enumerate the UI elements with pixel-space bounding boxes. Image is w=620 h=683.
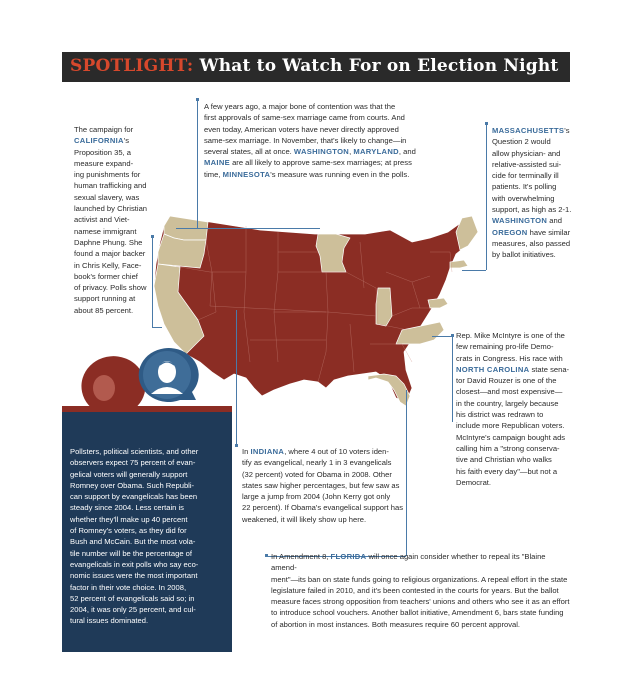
map-maryland (428, 298, 448, 308)
callout-line: factor in their vote choice. In 2008, (70, 582, 187, 592)
leader-dot-florida (265, 554, 268, 557)
callout-line: relative-assisted sui- (492, 159, 562, 169)
callout-line: (32 percent) voted for Obama in 2008. Other (242, 469, 392, 479)
callout-line: Pollsters, political scientists, and other (70, 447, 199, 456)
callout-line: few remaining pro-life Demo- (456, 342, 554, 352)
callout-line: observers expect 75 percent of evan- (70, 458, 196, 468)
callout-line: closest—and most expensive— (456, 387, 563, 397)
spotlight-label: SPOTLIGHT: (70, 56, 194, 76)
callout-line: in Chris Kelly, Face- (74, 260, 142, 270)
callout-line: found a major backer (74, 249, 146, 259)
callout-line: of abortion in most instances. Both measures require 60 percent approval. (271, 619, 521, 629)
leader-line-california-h (152, 327, 162, 328)
callout-florida (271, 551, 571, 630)
callout-line: first approvals of same-sex marriage came from courts. And (204, 113, 405, 123)
leader-line-nc-h (432, 336, 452, 337)
callout-line: McIntyre's campaign bought ads (456, 432, 566, 442)
callout-california (74, 124, 174, 316)
state-name: WASHINGTON (492, 216, 548, 226)
callout-line: ment"—its ban on state funds going to religious organizations. A repeal effort in the state (271, 574, 568, 584)
callout-line: with overwhelming (492, 193, 555, 203)
callout-line: nomic issues were the most important (70, 571, 198, 581)
callout-line: weakened, it will likely show up here. (242, 514, 367, 524)
state-name: FLORIDA (330, 552, 367, 561)
callout-line: NORTH CAROLINA state sena- (456, 364, 570, 374)
callout-line: whether they'll make up 40 percent (70, 514, 188, 524)
callout-line: support running at (74, 294, 136, 304)
blue-speech-bubble-icon (139, 348, 199, 402)
callout-line: of privacy. Polls show (74, 283, 147, 293)
callout-line: OREGON have similar (492, 227, 571, 237)
callout-massachusetts (492, 125, 572, 261)
callout-line: several states, all at once. WASHINGTON, MARYLAND, and (204, 147, 416, 157)
callout-line: crats in Congress. His race with (456, 353, 563, 363)
callout-line: same-sex marriage. In November, that's likely to change—in (204, 135, 407, 145)
callout-line: A few years ago, a major bone of contention was that the (204, 102, 396, 111)
leader-line-nc (452, 336, 453, 422)
leader-line-indiana (236, 310, 237, 446)
title-text: What to Watch For on Election Night (193, 56, 559, 76)
spotlight-header (62, 52, 570, 82)
callout-line: steady since 2004. Less certain is (70, 503, 184, 513)
callout-line: In INDIANA, where 4 out of 10 voters iden- (242, 447, 389, 456)
callout-line: ing punishments for (74, 170, 141, 180)
callout-line: sexual slavery, was (74, 192, 140, 202)
callout-line: MAINE are all likely to approve same-sex marriages; at press (204, 158, 412, 168)
callout-samesex (204, 101, 436, 180)
callout-line: patients. It's polling (492, 182, 557, 192)
callout-line: tural issues dominated. (70, 616, 149, 626)
leader-dot-indiana (235, 444, 238, 447)
callout-line: WASHINGTON and (492, 216, 562, 226)
callout-north-carolina (456, 330, 576, 488)
callout-line: of Romney's voters, as they did for (70, 526, 187, 536)
callout-line: his district was redrawn to (456, 410, 544, 420)
callout-line: Question 2 would (492, 137, 551, 147)
callout-line: cide for terminally ill (492, 171, 559, 181)
callout-line: his faith every day"—but not a (456, 466, 558, 476)
callout-line: tor David Rouzer is one of the (456, 376, 557, 386)
state-name: MAINE (204, 158, 230, 168)
state-name: NORTH CAROLINA (456, 364, 530, 374)
state-name: OREGON (492, 227, 528, 237)
callout-line: evangelicals in exit polls who say eco- (70, 559, 199, 569)
leader-line-massachusetts (486, 124, 487, 270)
callout-line: CALIFORNIA's (74, 136, 130, 146)
callout-line: human trafficking and (74, 181, 147, 191)
callout-line: activist and Viet- (74, 215, 130, 225)
page-title (70, 56, 558, 76)
callout-line: 22 percent). If Obama's evangelical support has (242, 503, 404, 513)
callout-line: Daphne Phung. She (74, 237, 143, 247)
callout-line: tive and Christian who walks (456, 455, 552, 465)
callout-line: allow physician- and (492, 148, 561, 158)
callout-line: Democrat. (456, 477, 492, 487)
callout-line: calling him a "strong conserva- (456, 443, 560, 453)
callout-indiana (242, 446, 412, 525)
leader-line-samesex (197, 100, 198, 228)
callout-line: time, MINNESOTA's measure was running even in the polls. (204, 169, 410, 179)
callout-evangelicals (70, 446, 228, 627)
state-name: MINNESOTA (222, 169, 271, 179)
callout-line: Bush and McCain. But the most vola- (70, 537, 196, 547)
callout-line: launched by Christian (74, 204, 148, 214)
callout-line: The campaign for (74, 125, 134, 134)
callout-line: large a jump from 2004 (John Kerry got only (242, 492, 391, 502)
callout-line: Rep. Mike McIntyre is one of the (456, 331, 565, 340)
leader-dot-nc (451, 334, 454, 337)
callout-line: Proposition 35, a (74, 147, 131, 157)
callout-line: tify as evangelical, nearly 1 in 3 evangelicals (242, 458, 392, 468)
state-name: CALIFORNIA (74, 136, 124, 146)
map-indiana (376, 288, 392, 326)
state-name: MASSACHUSETTS (492, 126, 565, 135)
callout-line: measures, also passed (492, 238, 571, 248)
callout-line: namese immigrant (74, 226, 137, 236)
leader-line-massachusetts-h (462, 270, 486, 271)
callout-line: can support by evangelicals has been (70, 492, 198, 502)
callout-line: MASSACHUSETTS's (492, 126, 570, 135)
callout-line: measure expand- (74, 158, 134, 168)
callout-line: states saw higher percentages, but few saw as (242, 480, 400, 490)
leader-dot-samesex (196, 98, 199, 101)
callout-line: include more Republican voters. (456, 421, 565, 431)
callout-line: in the country, largely because (456, 398, 559, 408)
callout-line: 2004, it was only 25 percent, and cul- (70, 605, 196, 615)
map-maine (456, 216, 478, 250)
leader-dot-massachusetts (485, 122, 488, 125)
callout-line: legislature failed in 2010, and it's been contested in the courts for years. But the ballot (271, 585, 559, 595)
callout-line: measure faces strong opposition from teachers' unions and others who see it as an effort (271, 597, 570, 607)
callout-line: In Amendment 8, FLORIDA will once again consider whether to repeal its "Blaine amend- (271, 552, 546, 573)
state-name: INDIANA (250, 447, 285, 456)
callout-line: even today, American voters have never directly approved (204, 124, 399, 134)
callout-line: support, as high as 2-1. (492, 205, 572, 215)
callout-line: book's former chief (74, 271, 138, 281)
leader-line-samesex-h (176, 228, 320, 229)
callout-line: about 85 percent. (74, 305, 134, 315)
callout-line: to introduce school vouchers. Another ballot initiative, Amendment 6, bars state funding (271, 608, 564, 618)
state-name: MARYLAND (353, 147, 399, 157)
callout-line: by ballot initiatives. (492, 250, 556, 260)
callout-line: gelical voters will generally support (70, 469, 188, 479)
state-name: WASHINGTON (293, 147, 350, 157)
callout-line: Romney over Obama. Such Republi- (70, 480, 195, 490)
callout-line: tile number will be the percentage of (70, 548, 192, 558)
callout-line: 52 percent of evangelicals said so; in (70, 593, 195, 603)
